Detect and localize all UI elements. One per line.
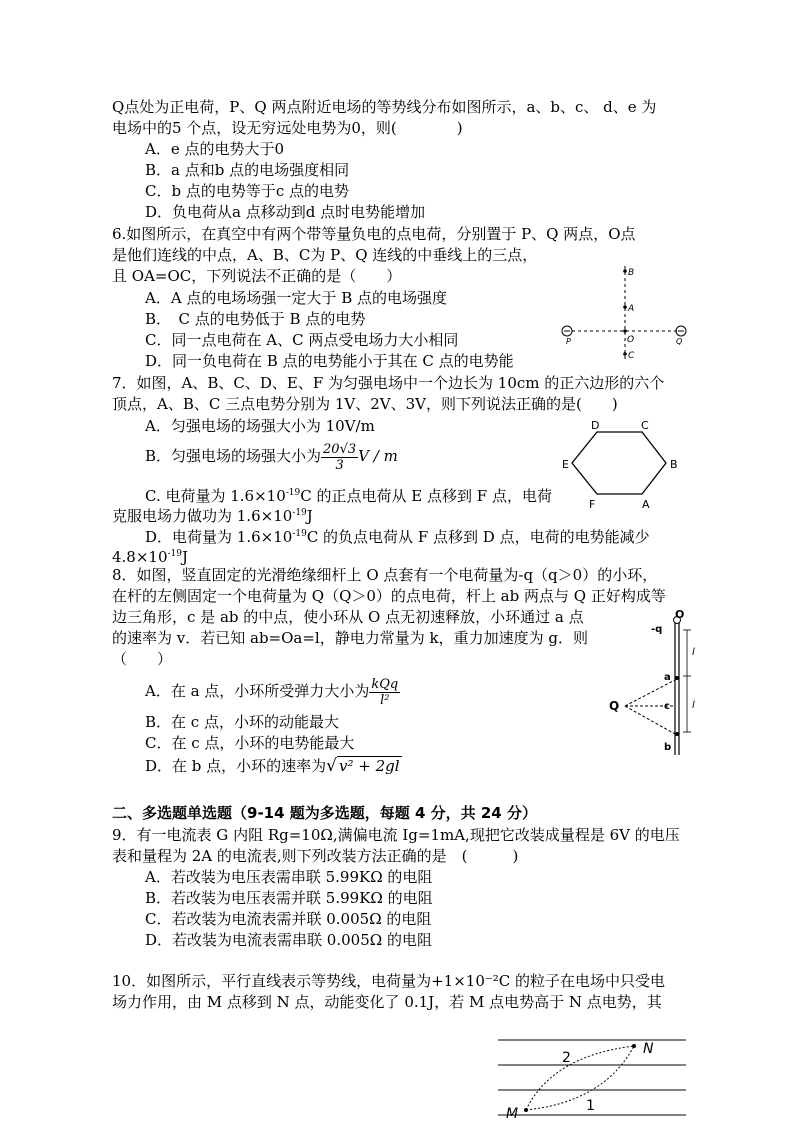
point-a-dot	[623, 305, 627, 309]
label-o: O	[627, 335, 635, 345]
q6-charge-figure	[558, 262, 694, 372]
label-m: M	[506, 1106, 519, 1122]
label-l-lower: l	[692, 700, 695, 711]
q8-line3: 边三角形，c 是 ab 的中点，使小环从 O 点无初速释放，小环通过 a 点	[112, 608, 584, 626]
point-a-dot	[675, 676, 679, 680]
point-n-dot	[632, 1044, 636, 1048]
q7-line2: 顶点，A、B、C 三点电势分别为 1V、2V、3V，则下列说法正确的是( )	[112, 395, 618, 413]
q8-rod-figure	[605, 610, 715, 760]
q5-option-a: A．e 点的电势大于0	[145, 140, 285, 158]
point-b-dot	[675, 732, 679, 736]
q6-option-d: D．同一负电荷在 B 点的电势能小于其在 C 点的电势能	[145, 352, 514, 370]
label-l-upper: l	[692, 647, 695, 658]
q6-line1: 6.如图所示，在真空中有两个带等量负电的点电荷，分别置于 P、Q 两点，O点	[112, 225, 636, 243]
q10-line2: 场力作用，由 M 点移到 N 点，动能变化了 0.1J，若 M 点电势高于 N 点电势，其	[112, 993, 662, 1011]
q6-line3: 且 OA=OC，下列说法不正确的是（ ）	[112, 267, 402, 285]
point-c-dot	[623, 352, 627, 356]
q8-line4: 的速率为 v．若已知 ab=Oa=l，静电力常量为 k，重力加速度为 g．则	[112, 629, 588, 647]
q9-option-c: C．若改装为电流表需并联 0.005Ω 的电阻	[145, 910, 432, 928]
q8-line2: 在杆的左侧固定一个电荷量为 Q（Q＞0）的点电荷，杆上 ab 两点与 Q 正好构成等	[112, 587, 666, 605]
q6-option-b: B． C 点的电势低于 B 点的电势	[145, 310, 366, 328]
point-b-dot	[623, 269, 627, 273]
q8-option-a-fraction: $\frac{\text{kQq}}{\text{l²}}$	[371, 676, 399, 708]
q5-line1: Q点处为正电荷，P、Q 两点附近电场的等势线分布如图所示，a、b、c、 d、e 为	[112, 98, 657, 116]
q6-option-a: A．A 点的电场场强一定大于 B 点的电场强度	[145, 289, 447, 307]
label-c: C	[628, 351, 635, 361]
q9-line2: 表和量程为 2A 的电流表,则下列改装方法正确的是 ( )	[112, 847, 519, 865]
label-q: Q	[676, 337, 683, 346]
q8-line1: 8．如图，竖直固定的光滑绝缘细杆上 O 点套有一个电荷量为-q（q＞0）的小环，	[112, 566, 658, 584]
q7-option-d-line2: $4.8\times 10^{-19}J$	[112, 548, 189, 566]
label-n: N	[643, 1041, 654, 1057]
point-m-dot	[524, 1108, 528, 1112]
q10-equipotential-figure	[494, 1036, 690, 1123]
label-f: F	[589, 498, 596, 511]
q9-option-d: D．若改装为电流表需串联 0.005Ω 的电阻	[145, 931, 432, 949]
q7-option-d-line1: D．电荷量为 $1.6\times 10^{-19}C$ 的负点电荷从 F 点移到 D 点，电荷的电势能减少	[145, 528, 650, 546]
path-2	[526, 1046, 634, 1110]
path-1	[526, 1046, 634, 1110]
q9-line1: 9．有一电流表 G 内阻 Rg=10Ω,满偏电流 Ig=1mA,现把它改装成量程是 6V 的电压	[112, 826, 680, 844]
q7-option-b: B．匀强电场的场强大小为 $\frac{20√3}{3}$ V / m	[145, 441, 398, 473]
label-b: B	[628, 268, 635, 278]
label-b: b	[664, 742, 672, 753]
q8-option-b: B．在 c 点，小环的动能最大	[145, 713, 339, 731]
point-o-dot	[623, 329, 627, 333]
label-q-charge: Q	[609, 699, 620, 713]
section-2-title: 二、多选题单选题（9-14 题为多选题，每题 4 分，共 24 分）	[112, 804, 537, 822]
q5-option-d: D．负电荷从a 点移动到d 点时电势能增加	[145, 203, 426, 221]
q6-line2: 是他们连线的中点，A、B、C为 P、Q 连线的中垂线上的三点，	[112, 246, 538, 264]
sqrt-icon: √	[326, 756, 338, 776]
label-a: A	[642, 498, 650, 511]
label-c: C	[641, 419, 649, 432]
q8-option-d: D．在 b 点，小环的速率为√ v² + 2gl	[145, 756, 400, 776]
q8-line5: （ ）	[112, 650, 173, 668]
label-path-2: 2	[562, 1050, 571, 1066]
label-a: A	[628, 304, 635, 314]
label-c: c	[664, 701, 670, 712]
q9-option-b: B．若改装为电压表需并联 5.99KΩ 的电阻	[145, 889, 433, 907]
q7-hexagon-figure	[558, 416, 694, 516]
q5-option-b: B．a 点和b 点的电场强度相同	[145, 161, 350, 179]
q5-option-c: C．b 点的电势等于c 点的电势	[145, 182, 350, 200]
label-d: D	[591, 419, 600, 432]
q7-option-b-fraction: $\frac{20√3}{3}$	[323, 441, 357, 473]
label-a: a	[664, 672, 671, 683]
label-b: B	[670, 458, 678, 471]
label-o: O	[675, 610, 685, 621]
label-minus-q: -q	[651, 624, 663, 635]
q8-option-a: A．在 a 点，小环所受弹力大小为 $\frac{\text{kQq}}{\text{l²}}$	[145, 676, 399, 708]
q10-line1: 10．如图所示，平行直线表示等势线，电荷量为+1×10⁻²C 的粒子在电场中只受电	[112, 972, 666, 990]
hexagon-shape	[572, 432, 666, 494]
label-path-1: 1	[586, 1098, 595, 1114]
q7-option-c-line2: 克服电场力做功为 $1.6\times 10^{-19}J$	[112, 507, 313, 525]
q5-line2: 电场中的5 个点，设无穷远处电势为0，则( )	[112, 119, 463, 137]
q7-option-a: A．匀强电场的场强大小为 10V/m	[145, 417, 375, 435]
q7-option-c-line1: C. 电荷量为 $1.6\times 10^{-19}C$ 的正点电荷从 E 点移到 F 点，电荷	[145, 487, 552, 505]
label-e: E	[562, 458, 569, 471]
q7-line1: 7．如图，A、B、C、D、E、F 为匀强电场中一个边长为 10cm 的正六边形的六个	[112, 374, 665, 392]
label-p: P	[566, 337, 571, 346]
q8-option-c: C．在 c 点，小环的电势能最大	[145, 734, 355, 752]
q6-option-c: C．同一点电荷在 A、C 两点受电场力大小相同	[145, 331, 459, 349]
q9-option-a: A．若改装为电压表需串联 5.99KΩ 的电阻	[145, 868, 433, 886]
